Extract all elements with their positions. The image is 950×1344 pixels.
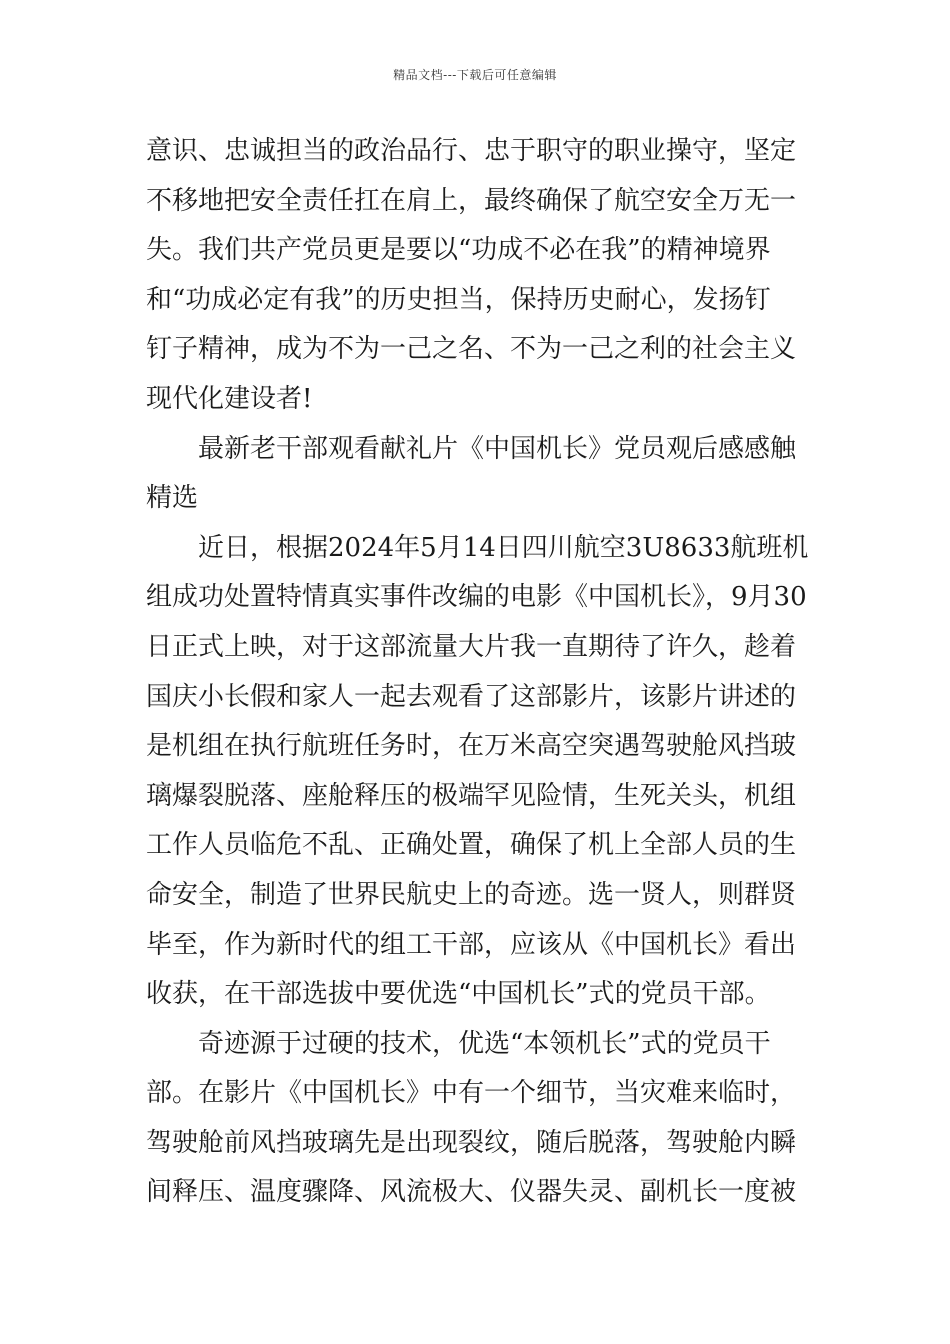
text-line: 是机组在执行航班任务时，在万米高空突遇驾驶舱风挡玻 [146, 731, 797, 762]
text-line: 意识、忠诚担当的政治品行、忠于职守的职业操守，坚定 [146, 136, 797, 166]
text-line: 收获，在干部选拔中要优选“中国机长”式的党员干部。 [146, 979, 771, 1010]
paragraph-start: 近日，根据2024年5月14日四川航空3U8633航班机 [198, 532, 808, 563]
paragraph-start: 奇迹源于过硬的技术，优选“本领机长”式的党员干 [198, 1028, 771, 1059]
text-line: 间释压、温度骤降、风流极大、仪器失灵、副机长一度被 [146, 1177, 797, 1208]
text-line: 和“功成必定有我”的历史担当，保持历史耐心，发扬钉 [146, 284, 771, 315]
page-header: 精品文档---下载后可任意编辑 [393, 68, 557, 82]
text-line: 命安全，制造了世界民航史上的奇迹。选一贤人，则群贤 [146, 879, 797, 910]
text-line: 国庆小长假和家人一起去观看了这部影片，该影片讲述的 [146, 681, 797, 712]
text-line: 不移地把安全责任扛在肩上，最终确保了航空安全万无一 [146, 185, 797, 216]
text-line: 现代化建设者! [146, 383, 313, 414]
text-line: 失。我们共产党员更是要以“功成不必在我”的精神境界 [146, 235, 771, 266]
text-line: 工作人员临危不乱、正确处置，确保了机上全部人员的生 [146, 830, 797, 861]
text-line: 璃爆裂脱落、座舱释压的极端罕见险情，生死关头，机组 [146, 780, 797, 811]
text-line: 日正式上映，对于这部流量大片我一直期待了许久，趁着 [146, 631, 797, 662]
text-line: 组成功处置特情真实事件改编的电影《中国机长》，9月30 [146, 582, 807, 613]
text-line: 驾驶舱前风挡玻璃先是出现裂纹，随后脱落，驾驶舱内瞬 [146, 1127, 797, 1158]
section-title-continuation: 精选 [146, 483, 199, 514]
section-title: 最新老干部观看献礼片《中国机长》党员观后感感触 [198, 433, 797, 464]
text-line: 钉子精神，成为不为一己之名、不为一己之利的社会主义 [146, 334, 797, 365]
document-body [146, 127, 808, 1218]
text-line: 部。在影片《中国机长》中有一个细节，当灾难来临时， [146, 1078, 797, 1109]
text-line: 毕至，作为新时代的组工干部，应该从《中国机长》看出 [146, 929, 797, 960]
